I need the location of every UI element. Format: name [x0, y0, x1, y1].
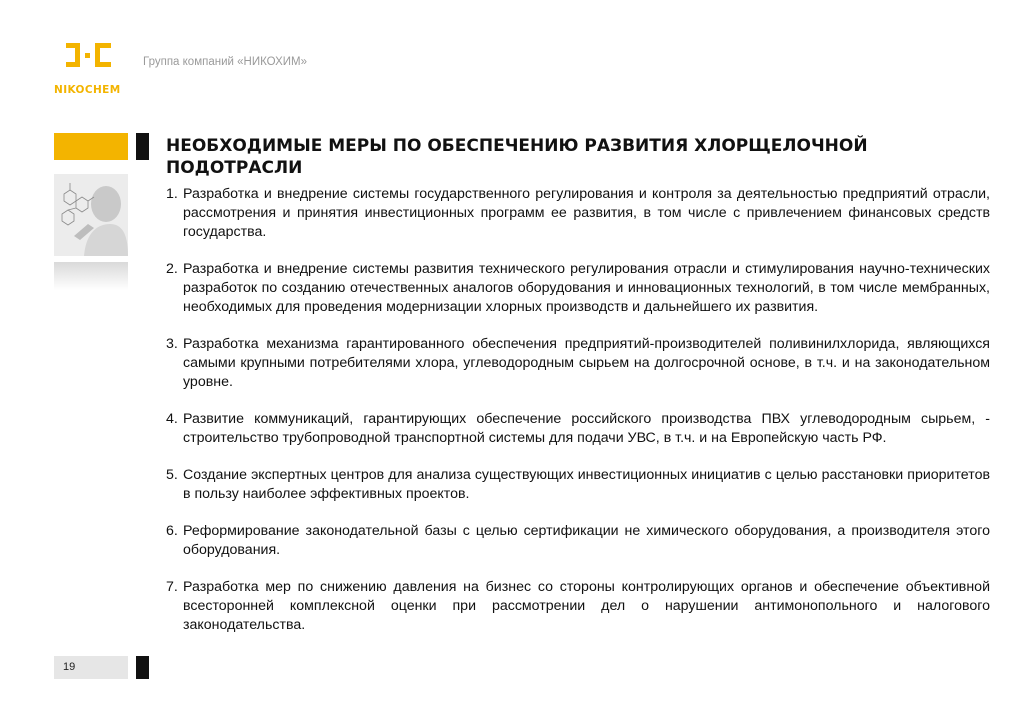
- list-item-number: 7.: [166, 579, 178, 595]
- list-item-number: 2.: [166, 261, 178, 277]
- photo-reflection: [54, 262, 128, 290]
- title-accent-black: [136, 133, 149, 160]
- list-item: [166, 578, 990, 635]
- list-item-text: Разработка механизма гарантированного обеспечения предприятий-производителей поливинилхлорида, являющихся самыми крупными потребителями хлора, углеводородным сырьем на долгосрочной основе, в т.ч. и на законодательном уровне.: [183, 336, 990, 390]
- list-item: [166, 410, 990, 448]
- page-number: 19: [63, 661, 76, 673]
- list-item-number: 4.: [166, 411, 178, 427]
- list-item-number: 1.: [166, 186, 178, 202]
- list-item-text: Создание экспертных центров для анализа существующих инвестиционных инициатив с целью расстановки приоритетов в пользу наиболее эффективных проектов.: [183, 467, 990, 502]
- list-item: [166, 466, 990, 504]
- list-item: [166, 185, 990, 242]
- list-item-text: Реформирование законодательной базы с целью сертификации не химического оборудования, а производителя этого оборудования.: [183, 523, 990, 558]
- measures-list: [166, 185, 990, 653]
- list-item: [166, 335, 990, 392]
- title-accent-yellow: [54, 133, 128, 160]
- list-item-text: Развитие коммуникаций, гарантирующих обеспечение российского производства ПВХ углеводородным сырьем, - строительство трубопроводной транспортной системы для подачи УВС, в т.ч. и на Европейскую часть РФ.: [183, 411, 990, 446]
- footer-accent-black: [136, 656, 149, 679]
- list-item-number: 6.: [166, 523, 178, 539]
- company-name: Группа компаний «НИКОХИМ»: [143, 56, 307, 68]
- list-item-text: Разработка и внедрение системы государственного регулирования и контроля за деятельностью предприятий отрасли, рассмотрения и принятия инвестиционных программ ее развития, в том числе с привлечением финансовых средств государства.: [183, 186, 990, 240]
- scientist-photo: [54, 174, 128, 256]
- list-item: [166, 522, 990, 560]
- list-item-number: 5.: [166, 467, 178, 483]
- slide-title: НЕОБХОДИМЫЕ МЕРЫ ПО ОБЕСПЕЧЕНИЮ РАЗВИТИЯ ХЛОРЩЕЛОЧНОЙ ПОДОТРАСЛИ: [166, 136, 868, 178]
- logo-wordmark: NIKOCHEM: [54, 84, 121, 96]
- list-item-number: 3.: [166, 336, 178, 352]
- list-item: [166, 260, 990, 317]
- list-item-text: Разработка мер по снижению давления на бизнес со стороны контролирующих органов и обеспечение объективной всесторонней комплексной оценки при рассмотрении дел о нарушении антимонопольного и налогового законодательства.: [183, 579, 990, 633]
- list-item-text: Разработка и внедрение системы развития технического регулирования отрасли и стимулирования научно-технических разработок по созданию отечественных аналогов оборудования и инновационных технологий, в том числе мембранных, необходимых для проведения модернизации хлорных производств и дальнейшего их развития.: [183, 261, 990, 315]
